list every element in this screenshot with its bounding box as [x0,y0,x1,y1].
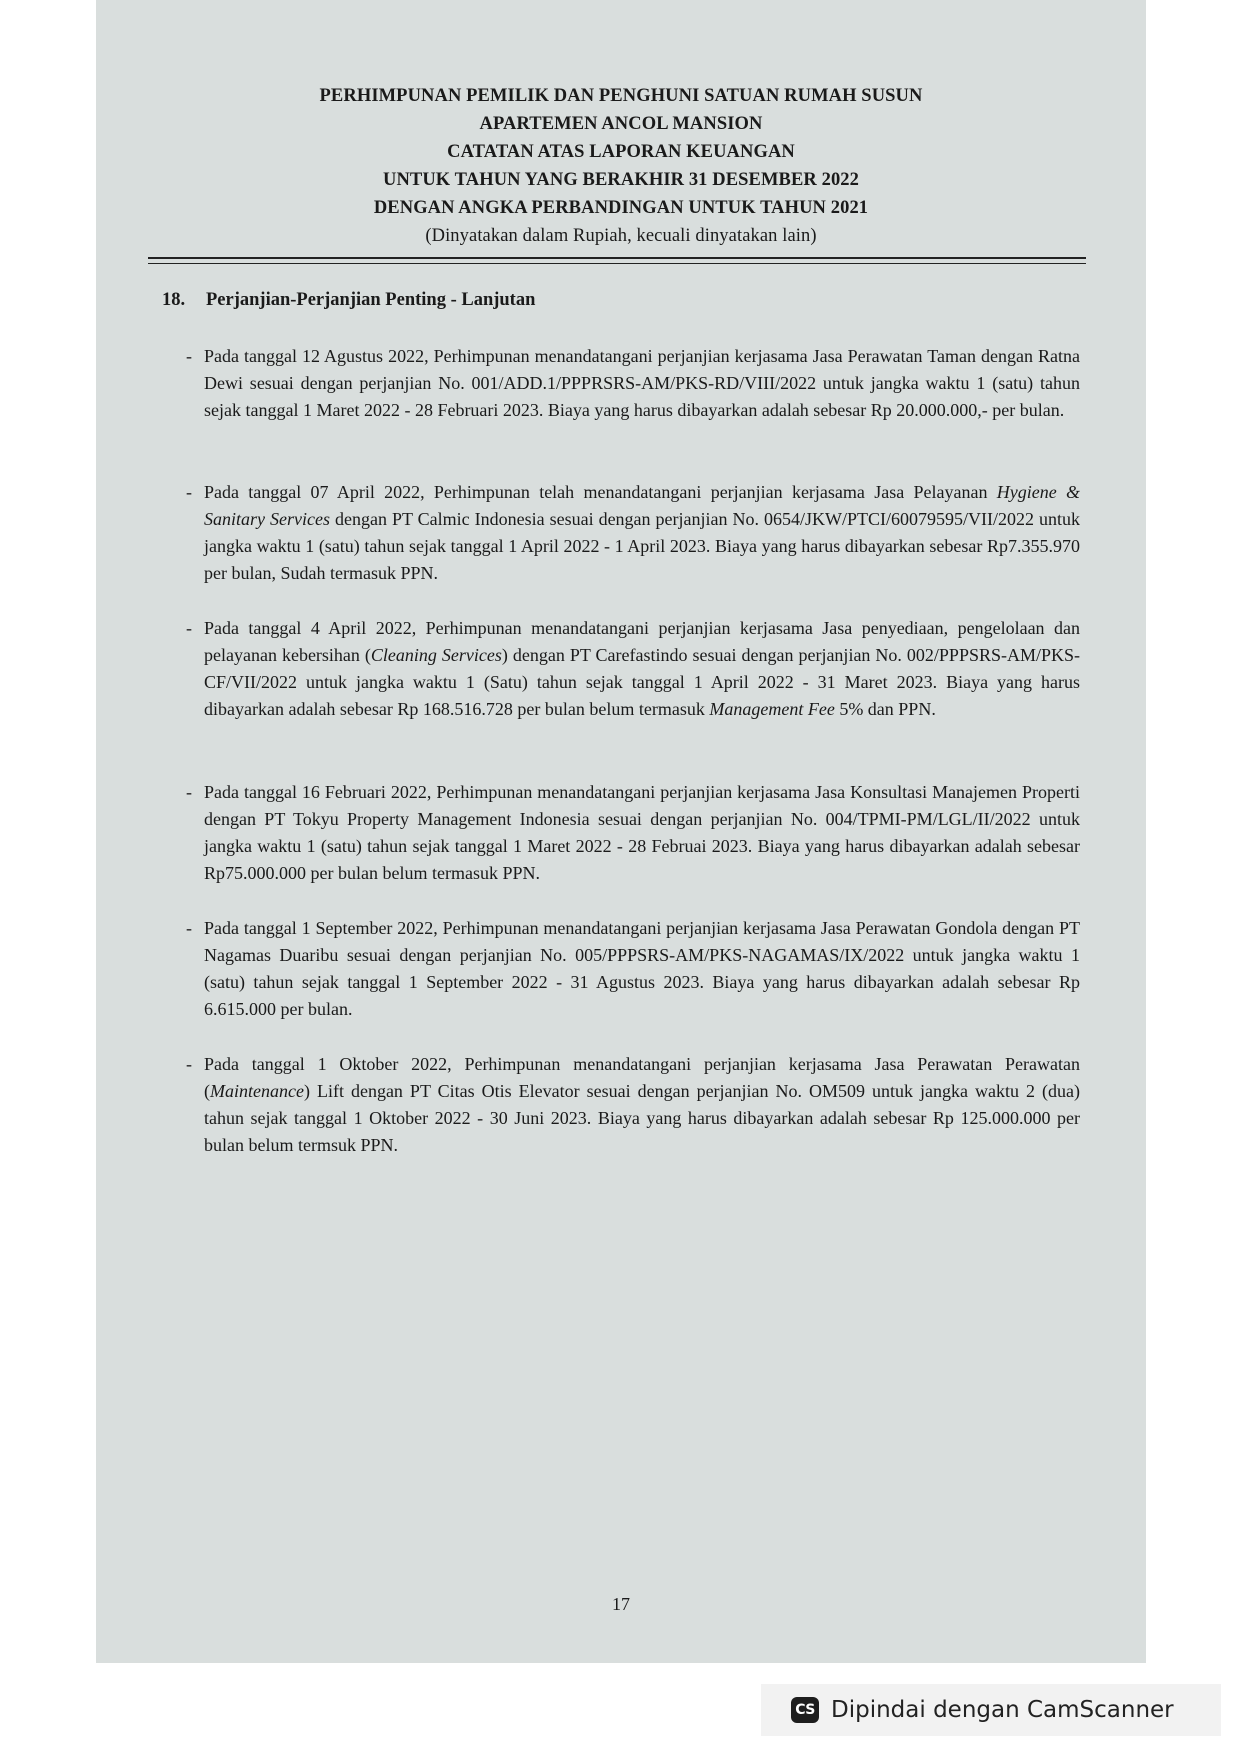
item-text: Pada tanggal 07 April 2022, Perhimpunan telah menandatangani perjanjian kerjasama Jasa Pelayanan [204,482,997,502]
header-line-4: UNTUK TAHUN YANG BERAKHIR 31 DESEMBER 2022 [382,170,859,190]
section-heading [162,290,535,311]
item-text: Pada tanggal 1 September 2022, Perhimpunan menandatangani perjanjian kerjasama Jasa Perawatan Gondola dengan PT Nagamas Duaribu sesuai dengan perjanjian No. 005/PPPSRS-AM/PKS-NAGAMAS/IX/2022 untuk jangka waktu 1 (satu) tahun sejak tanggal 1 September 2022 - 31 Agustus 2023. Biaya yang harus dibayarkan adalah sebesar Rp 6.615.000 per bulan. [204,918,1080,1019]
item-text: Pada tanggal 16 Februari 2022, Perhimpunan menandatangani perjanjian kerjasama Jasa Konsultasi Manajemen Properti dengan PT Tokyu Property Management Indonesia sesuai dengan perjanjian No. 004/TPMI-PM/LGL/II/2022 untuk jangka waktu 1 (satu) tahun sejak tanggal 1 Maret 2022 - 28 Februai 2023. Biaya yang harus dibayarkan adalah sebesar Rp75.000.000 per bulan belum termasuk PPN. [204,782,1080,883]
list-item [186,1051,1080,1159]
item-text: Pada tanggal 12 Agustus 2022, Perhimpunan menandatangani perjanjian kerjasama Jasa Perawatan Taman dengan Ratna Dewi sesuai dengan perjanjian No. 001/ADD.1/PPPRSRS-AM/PKS-RD/VIII/2022 untuk jangka waktu 1 (satu) tahun sejak tanggal 1 Maret 2022 - 28 Februari 2023. Biaya yang harus dibayarkan adalah sebesar Rp 20.000.000,- per bulan. [204,346,1080,420]
header-rule-thick [148,257,1086,259]
item-text: dengan PT Calmic Indonesia sesuai dengan perjanjian No. 0654/JKW/PTCI/60079595/VII/2022 untuk jangka waktu 1 (satu) tahun sejak tanggal 1 April 2022 - 1 April 2023. Biaya yang harus dibayarkan sebesar Rp7.355.970 per bulan, Sudah termasuk PPN. [204,509,1080,583]
list-item [186,615,1080,723]
header-rule-thin [148,263,1086,264]
watermark-text: Dipindai dengan CamScanner [831,1697,1174,1723]
item-text: Pada tanggal 1 Oktober 2022, Perhimpunan menandatangani perjanjian kerjasama Jasa Perawatan Perawatan ( [204,1054,1080,1101]
header-line-6: (Dinyatakan dalam Rupiah, kecuali dinyatakan lain) [425,226,817,246]
header-line-5: DENGAN ANGKA PERBANDINGAN UNTUK TAHUN 2021 [373,198,869,218]
bullet-dash: - [186,918,192,938]
item-text: ) Lift dengan PT Citas Otis Elevator sesuai dengan perjanjian No. OM509 untuk jangka waktu 2 (dua) tahun sejak tanggal 1 Oktober 2022 - 30 Juni 2023. Biaya yang harus dibayarkan adalah sebesar Rp 125.000.000 per bulan belum termsuk PPN. [204,1081,1080,1155]
item-text: 5% dan PPN. [834,699,936,719]
item-text-italic: Cleaning Services [370,645,502,665]
bullet-dash: - [186,1054,192,1074]
list-item [186,779,1080,887]
section-title: Perjanjian-Perjanjian Penting - Lanjutan [206,290,536,310]
scanned-page [96,0,1146,1663]
item-text: Pada tanggal 4 April 2022, Perhimpunan menandatangani perjanjian kerjasama Jasa penyediaan, pengelolaan dan pelayanan kebersihan ( [204,618,1080,665]
item-text-italic: Management Fee [709,699,835,719]
page-number: 17 [612,1594,630,1614]
item-text-italic: Maintenance [210,1081,304,1101]
header-line-3: CATATAN ATAS LAPORAN KEUANGAN [447,142,795,162]
section-number: 18. [162,290,186,310]
list-item [186,479,1080,587]
item-text: ) dengan PT Carefastindo sesuai dengan perjanjian No. 002/PPPSRS-AM/PKS-CF/VII/2022 untuk jangka waktu 1 (Satu) tahun sejak tanggal 1 April 2022 - 31 Maret 2023. Biaya yang harus dibayarkan adalah sebesar Rp 168.516.728 per bulan belum termasuk [204,645,1080,719]
list-item [186,915,1080,1023]
bullet-dash: - [186,346,192,366]
header-line-1: PERHIMPUNAN PEMILIK DAN PENGHUNI SATUAN RUMAH SUSUN [319,86,923,106]
camscanner-logo-icon: CS [791,1697,819,1723]
list-item [186,343,1080,424]
bullet-dash: - [186,618,192,638]
bullet-dash: - [186,782,192,802]
document-header [96,82,1146,250]
header-line-2: APARTEMEN ANCOL MANSION [479,114,763,134]
camscanner-watermark [761,1684,1221,1736]
bullet-dash: - [186,482,192,502]
item-text-italic: Hygiene & Sanitary Services [204,482,1080,529]
